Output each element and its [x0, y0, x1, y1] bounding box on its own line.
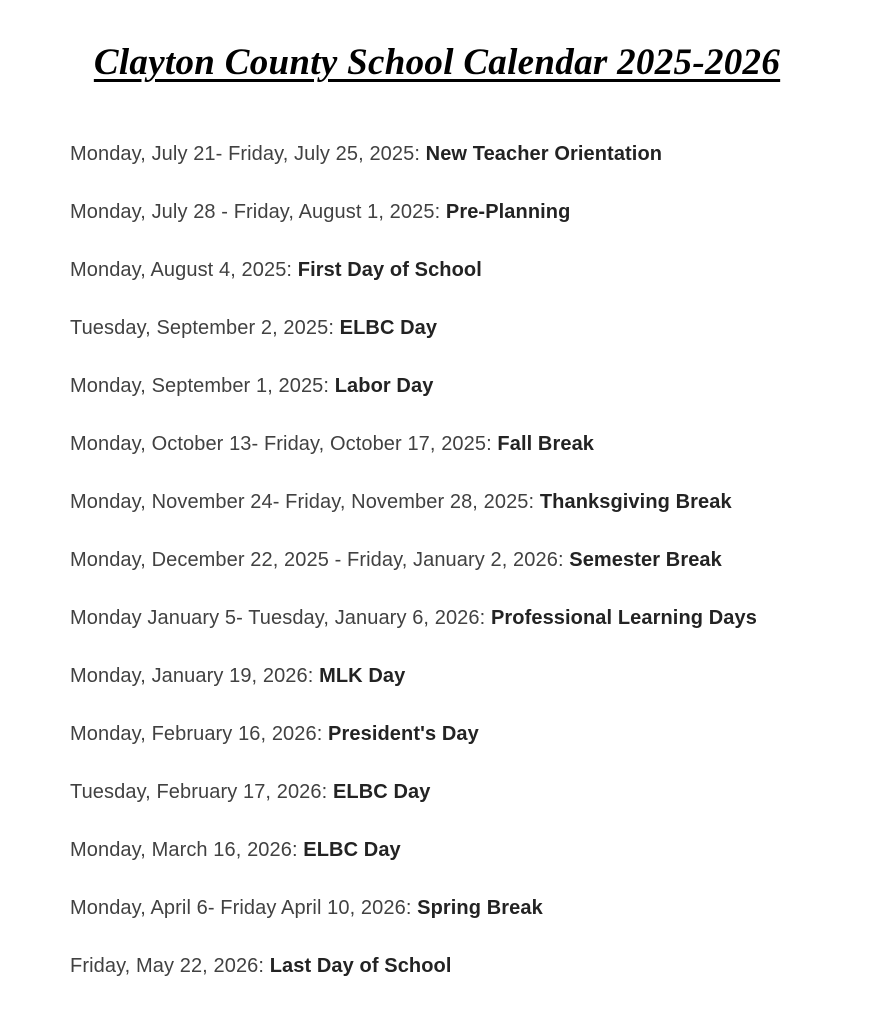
- event-date: Monday, July 28 - Friday, August 1, 2025:: [70, 200, 446, 223]
- event-name: ELBC Day: [303, 838, 401, 861]
- calendar-event-row: [70, 201, 844, 223]
- event-date: Friday, May 22, 2026:: [70, 954, 270, 977]
- event-name: MLK Day: [319, 664, 406, 687]
- event-name: Fall Break: [497, 432, 595, 455]
- event-date: Monday, February 16, 2026:: [70, 722, 329, 745]
- event-date: Monday, July 21- Friday, July 25, 2025:: [70, 142, 426, 165]
- event-date: Tuesday, September 2, 2025:: [70, 316, 340, 339]
- calendar-event-row: [70, 955, 844, 977]
- event-name: Spring Break: [417, 896, 543, 919]
- event-name: Labor Day: [334, 374, 434, 397]
- calendar-event-row: [70, 143, 844, 165]
- event-date: Monday January 5- Tuesday, January 6, 2026:: [70, 606, 491, 629]
- calendar-event-row: [70, 433, 844, 455]
- calendar-event-row: [70, 897, 844, 919]
- event-name: ELBC Day: [332, 780, 431, 803]
- event-date: Tuesday, February 17, 2026:: [70, 780, 333, 803]
- calendar-event-row: [70, 665, 844, 687]
- event-date: Monday, March 16, 2026:: [70, 838, 304, 861]
- event-name: Professional Learning Days: [490, 606, 757, 629]
- calendar-event-row: [70, 491, 844, 513]
- calendar-events-list: [70, 143, 844, 977]
- event-name: Thanksgiving Break: [539, 490, 732, 513]
- calendar-event-row: [70, 317, 844, 339]
- event-date: Monday, April 6- Friday April 10, 2026:: [70, 896, 418, 919]
- event-name: Pre-Planning: [445, 200, 571, 223]
- calendar-event-row: [70, 549, 844, 571]
- calendar-event-row: [70, 375, 844, 397]
- event-date: Monday, November 24- Friday, November 28, 2025:: [70, 490, 540, 513]
- calendar-event-row: [70, 259, 844, 281]
- calendar-event-row: [70, 607, 844, 629]
- calendar-event-row: [70, 839, 844, 861]
- event-name: Last Day of School: [269, 954, 452, 977]
- event-date: Monday, January 19, 2026:: [70, 664, 320, 687]
- event-name: First Day of School: [297, 258, 482, 281]
- page-title: Clayton County School Calendar 2025-2026: [93, 42, 781, 83]
- event-date: Monday, August 4, 2025:: [70, 258, 298, 281]
- event-date: Monday, September 1, 2025:: [70, 374, 335, 397]
- event-name: ELBC Day: [339, 316, 438, 339]
- calendar-event-row: [70, 781, 844, 803]
- event-date: Monday, October 13- Friday, October 17, 2025:: [70, 432, 498, 455]
- event-name: New Teacher Orientation: [425, 142, 663, 165]
- event-date: Monday, December 22, 2025 - Friday, January 2, 2026:: [70, 548, 570, 571]
- event-name: President's Day: [328, 722, 479, 745]
- event-name: Semester Break: [569, 548, 722, 571]
- calendar-event-row: [70, 723, 844, 745]
